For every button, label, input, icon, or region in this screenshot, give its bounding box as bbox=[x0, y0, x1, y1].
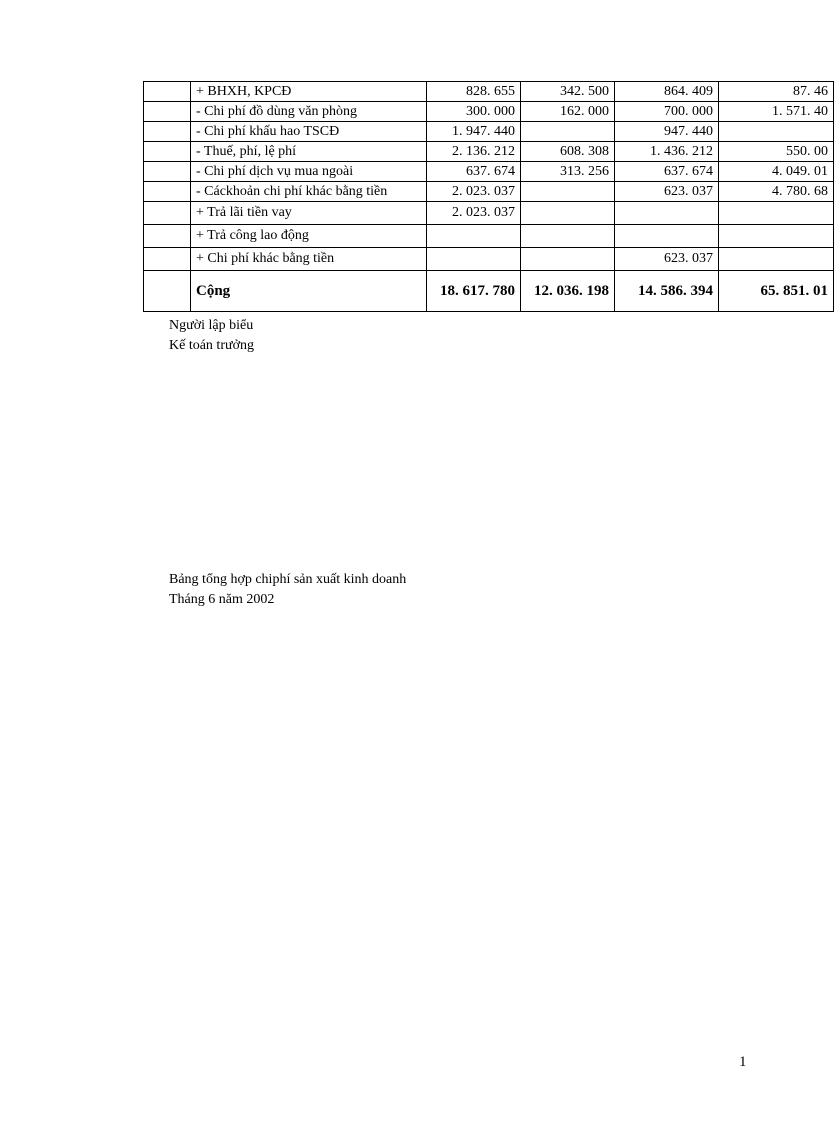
value-cell: 623. 037 bbox=[615, 182, 719, 202]
report-month: Tháng 6 năm 2002 bbox=[169, 592, 275, 607]
preparer-label: Người lập biểu bbox=[169, 318, 254, 333]
value-cell: 608. 308 bbox=[521, 142, 615, 162]
index-cell bbox=[144, 162, 191, 182]
value-cell: 2. 136. 212 bbox=[427, 142, 521, 162]
value-cell bbox=[719, 248, 834, 271]
total-value-cell: 65. 851. 01 bbox=[719, 271, 834, 312]
value-cell: 623. 037 bbox=[615, 248, 719, 271]
total-value-cell: 18. 617. 780 bbox=[427, 271, 521, 312]
value-cell: 300. 000 bbox=[427, 102, 521, 122]
value-cell bbox=[615, 202, 719, 225]
value-cell bbox=[427, 248, 521, 271]
value-cell: 947. 440 bbox=[615, 122, 719, 142]
table-row bbox=[144, 102, 834, 122]
value-cell bbox=[615, 225, 719, 248]
value-cell: 87. 46 bbox=[719, 82, 834, 102]
row-label: - Chi phí dịch vụ mua ngoài bbox=[191, 162, 427, 182]
value-cell: 828. 655 bbox=[427, 82, 521, 102]
row-label: - Chi phí khấu hao TSCĐ bbox=[191, 122, 427, 142]
value-cell: 1. 436. 212 bbox=[615, 142, 719, 162]
chief-accountant-label: Kế toán trưởng bbox=[169, 338, 254, 353]
value-cell: 1. 571. 40 bbox=[719, 102, 834, 122]
value-cell: 1. 947. 440 bbox=[427, 122, 521, 142]
page-number: 1 bbox=[739, 1054, 747, 1070]
value-cell: 313. 256 bbox=[521, 162, 615, 182]
table-row bbox=[144, 82, 834, 102]
index-cell bbox=[144, 122, 191, 142]
table-row bbox=[144, 248, 834, 271]
table-row bbox=[144, 202, 834, 225]
value-cell: 637. 674 bbox=[615, 162, 719, 182]
total-row bbox=[144, 271, 834, 312]
value-cell: 637. 674 bbox=[427, 162, 521, 182]
value-cell: 2. 023. 037 bbox=[427, 202, 521, 225]
value-cell bbox=[521, 182, 615, 202]
total-label: Cộng bbox=[191, 271, 427, 312]
index-cell bbox=[144, 142, 191, 162]
row-label: + BHXH, KPCĐ bbox=[191, 82, 427, 102]
total-value-cell: 14. 586. 394 bbox=[615, 271, 719, 312]
value-cell bbox=[719, 202, 834, 225]
row-label: - Cáckhoản chi phí khác bằng tiền bbox=[191, 182, 427, 202]
index-cell bbox=[144, 271, 191, 312]
index-cell bbox=[144, 202, 191, 225]
table-row bbox=[144, 162, 834, 182]
value-cell: 162. 000 bbox=[521, 102, 615, 122]
index-cell bbox=[144, 182, 191, 202]
value-cell: 550. 00 bbox=[719, 142, 834, 162]
row-label: - Chi phí đồ dùng văn phòng bbox=[191, 102, 427, 122]
value-cell: 700. 000 bbox=[615, 102, 719, 122]
value-cell: 864. 409 bbox=[615, 82, 719, 102]
row-label: - Thuế, phí, lệ phí bbox=[191, 142, 427, 162]
table-row bbox=[144, 225, 834, 248]
row-label: + Trả công lao động bbox=[191, 225, 427, 248]
value-cell: 342. 500 bbox=[521, 82, 615, 102]
value-cell bbox=[719, 122, 834, 142]
row-label: + Trả lãi tiền vay bbox=[191, 202, 427, 225]
table-row bbox=[144, 122, 834, 142]
cost-table bbox=[143, 81, 834, 312]
total-value-cell: 12. 036. 198 bbox=[521, 271, 615, 312]
value-cell bbox=[719, 225, 834, 248]
value-cell bbox=[521, 202, 615, 225]
table-row bbox=[144, 182, 834, 202]
value-cell bbox=[521, 122, 615, 142]
value-cell bbox=[427, 225, 521, 248]
index-cell bbox=[144, 102, 191, 122]
value-cell: 2. 023. 037 bbox=[427, 182, 521, 202]
value-cell: 4. 049. 01 bbox=[719, 162, 834, 182]
value-cell: 4. 780. 68 bbox=[719, 182, 834, 202]
value-cell bbox=[521, 248, 615, 271]
summary-title: Bảng tổng hợp chiphí sản xuất kinh doanh bbox=[169, 572, 407, 587]
value-cell bbox=[521, 225, 615, 248]
table-row bbox=[144, 142, 834, 162]
index-cell bbox=[144, 225, 191, 248]
index-cell bbox=[144, 82, 191, 102]
row-label: + Chi phí khác bằng tiền bbox=[191, 248, 427, 271]
index-cell bbox=[144, 248, 191, 271]
